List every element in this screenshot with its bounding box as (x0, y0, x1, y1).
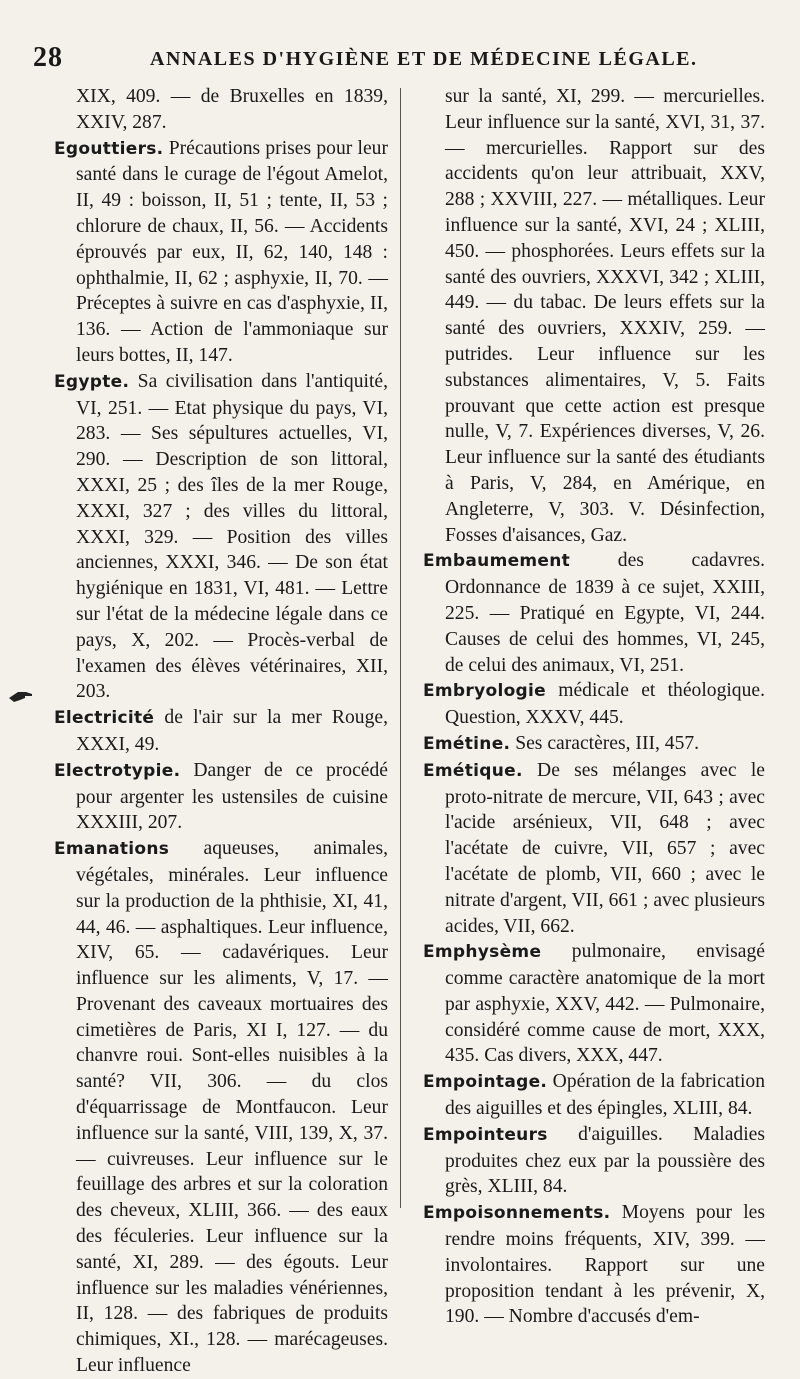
index-entry (54, 836, 388, 1379)
index-entry (423, 1069, 765, 1122)
index-entry (54, 136, 388, 369)
index-entry (54, 758, 388, 836)
index-entry (54, 705, 388, 758)
entry-headword: Empoisonnements. (423, 1203, 611, 1224)
entry-text: Moyens pour les rendre moins fréquents, XIV, 399. — involontaires. Rapport sur une proposition tendant à les prévenir, X, 190. — Nombre d'accusés d'em- (445, 1202, 765, 1328)
entry-text: De ses mélanges avec le proto-nitrate de mercure, VII, 643 ; avec l'acide arsénieux, VII, 648 ; avec l'acétate de cuivre, VII, 657 ; avec l'acétate de plomb, VII, 660 ; avec le nitrate d'argent, VII, 661 ; avec plusieurs acides, VII, 662. (445, 759, 765, 937)
index-entry (423, 939, 765, 1069)
entry-headword: Electricité (54, 708, 155, 729)
index-entry (423, 1122, 765, 1200)
entry-headword: Emétine. (423, 733, 511, 754)
index-entry (54, 84, 388, 136)
entry-text: Ses caractères, III, 457. (510, 732, 700, 754)
entry-text: Opération de la fabrication des aiguilles et des épingles, XLIII, 84. (445, 1071, 765, 1120)
entry-text: aqueuses, animales, végétales, minérales. Leur influence sur la production de la phthisie, XI, 41, 44, 46. — asphaltiques. Leur influence, XIV, 65. — cadavériques. Leur influence sur les aliments, V, 17. — Provenant des caveaux mortuaires des cimetières de Paris, XI I, 127. — du chanvre roui. Sont-elles nuisibles à la santé? VII, 306. — du clos d'équarrissage de Montfaucon. Leur influence sur la santé, VIII, 139, X, 37. — cuivreuses. Leur influence sur le feuillage des arbres et sur la coloration des cheveux, XLIII, 366. — des eaux des féculeries. Leur influence sur la santé, XI, 289. — des égouts. Leur influence sur les maladies vénériennes, II, 128. — des fabriques de produits chimiques, XI., 128. — marécageuses. Leur influence (76, 838, 388, 1377)
entry-headword: Emétique. (423, 760, 523, 781)
index-entry (423, 731, 765, 758)
entry-text: XIX, 409. — de Bruxelles en 1839, XXIV, 287. (76, 86, 388, 133)
entry-headword: Empointage. (423, 1072, 548, 1093)
index-entry (423, 548, 765, 678)
entry-text: Danger de ce procédé pour argenter les ustensiles de cuisine XXXIII, 207. (76, 759, 388, 834)
entry-text: pulmonaire, envisagé comme caractère anatomique de la mort par asphyxie, XXV, 442. — Pulmonaire, considéré comme cause de mort, XXX, 435. Cas divers, XXX, 447. (445, 941, 765, 1067)
entry-text: médicale et théologique. Question, XXXV, 445. (445, 680, 765, 729)
entry-headword: Empointeurs (423, 1124, 548, 1145)
index-entry (54, 369, 388, 705)
entry-text: Sa civilisation dans l'antiquité, VI, 251. — Etat physique du pays, VI, 283. — Ses sépultures actuelles, VI, 290. — Description de son littoral, XXXI, 25 ; des îles de la mer Rouge, XXXI, 327 ; des villes du littoral, XXXI, 329. — Position des villes anciennes, XXXI, 346. — De son état hygiénique en 1831, VI, 481. — Lettre sur l'état de la médecine légale dans ce pays, X, 202. — Procès-verbal de l'examen des élèves vétérinaires, XII, 203. (76, 370, 388, 703)
running-title: ANNALES D'HYGIÈNE ET DE MÉDECINE LÉGALE. (150, 48, 698, 70)
index-entry (423, 84, 765, 548)
entry-headword: Embryologie (423, 681, 546, 702)
index-column-left (54, 84, 388, 1379)
entry-text: d'aiguilles. Maladies produites chez eux par la poussière des grès, XLIII, 84. (445, 1123, 765, 1198)
entry-headword: Egouttiers. (54, 138, 164, 159)
entry-text: sur la santé, XI, 299. — mercurielles. Leur influence sur la santé, XVI, 31, 37. — mercurielles. Rapport sur des accidents qu'on leur attribuait, XXV, 288 ; XXVIII, 227. — métalliques. Leur influence sur la santé, XVI, 24 ; XLIII, 450. — phosphorées. Leurs effets sur la santé des ouvriers, XXXVI, 342 ; XLIII, 449. — du tabac. De leurs effets sur la santé des ouvriers, XXXIV, 259. — putrides. Leur influence sur les substances alimentaires, V, 5. Faits prouvant que cette action est presque nulle, V, 7. Expériences diverses, V, 26. Leur influence sur la santé des étudiants à Paris, V, 284, en Amérique, en Angleterre, V, 303. V. Désinfection, Fosses d'aisances, Gaz. (445, 86, 765, 546)
index-entry (423, 1200, 765, 1330)
index-column-right (423, 84, 765, 1330)
index-entry (423, 758, 765, 940)
page-number: 28 (33, 42, 63, 73)
entry-headword: Electrotypie. (54, 760, 181, 781)
column-divider (400, 88, 401, 1208)
entry-headword: Emphysème (423, 942, 542, 963)
index-entry (423, 678, 765, 731)
pointing-hand-icon (8, 686, 34, 704)
entry-text: des cadavres. Ordonnance de 1839 à ce sujet, XXIII, 225. — Pratiqué en Egypte, VI, 244. Causes de celui des hommes, VI, 245, de celui des animaux, VI, 251. (445, 550, 765, 676)
page-header (0, 42, 800, 82)
entry-headword: Egypte. (54, 371, 130, 392)
entry-text: Précautions prises pour leur santé dans le curage de l'égout Amelot, II, 49 : boisson, II, 51 ; tente, II, 53 ; chlorure de chaux, II, 56. — Accidents éprouvés par eux, II, 62, 140, 148 : ophthalmie, II, 62 ; asphyxie, II, 70. — Préceptes à suivre en cas d'asphyxie, II, 136. — Action de l'ammoniaque sur leurs bottes, II, 147. (76, 137, 388, 366)
entry-headword: Emanations (54, 839, 170, 860)
entry-text: de l'air sur la mer Rouge, XXXI, 49. (76, 707, 388, 755)
entry-headword: Embaumement (423, 551, 571, 572)
